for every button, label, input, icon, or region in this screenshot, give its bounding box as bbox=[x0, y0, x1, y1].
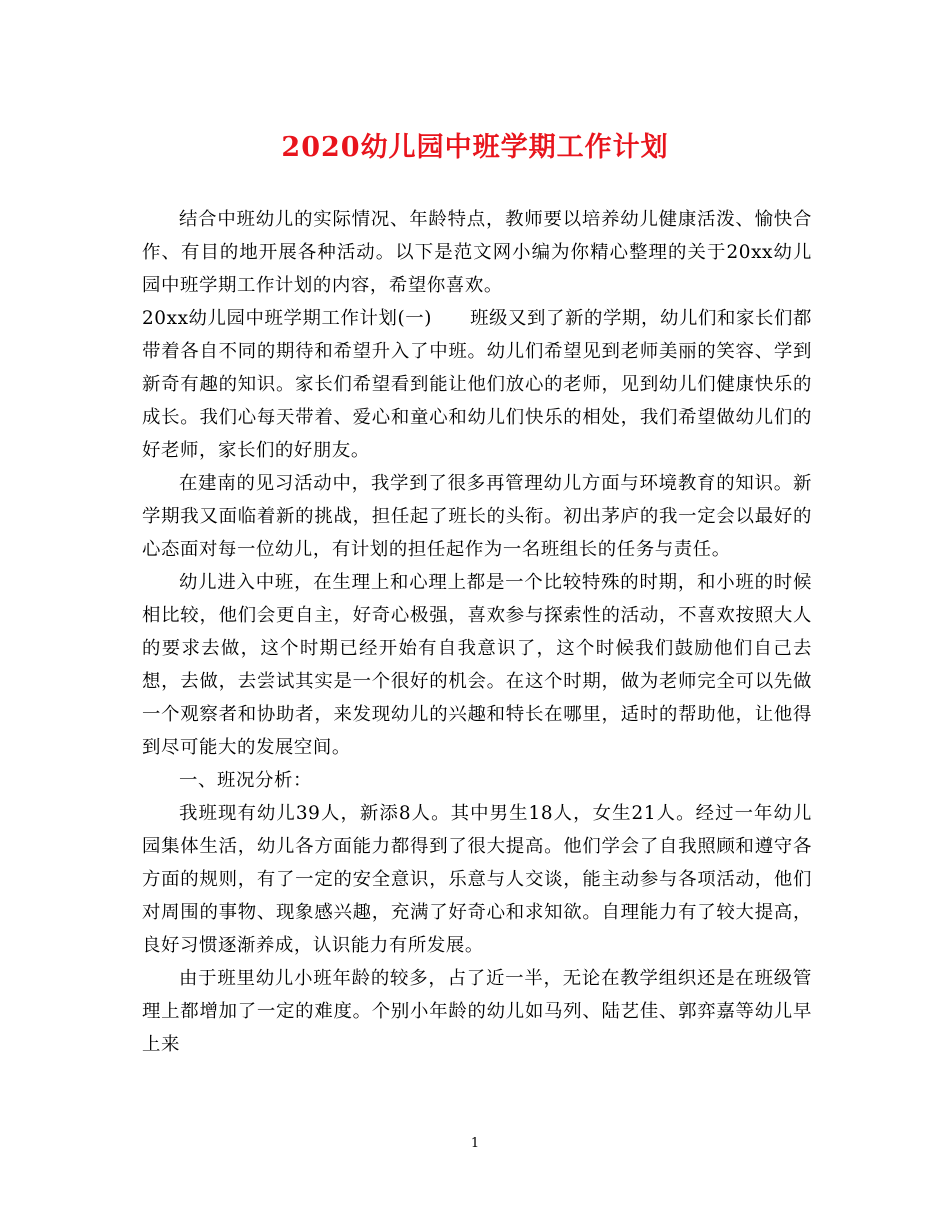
paragraph-class-stats: 我班现有幼儿39人，新添8人。其中男生18人，女生21人。经过一年幼儿园集体生活，幼儿各方面能力都得到了很大提高。他们学会了自我照顾和遵守各方面的规则，有了一定的安全意识，乐意与人交谈，能主动参与各项活动，他们对周围的事物、现象感兴趣，充满了好奇心和求知欲。自理能力有了较大提高，良好习惯逐渐养成，认识能力有所发展。 bbox=[142, 803, 812, 956]
paragraph-intro: 结合中班幼儿的实际情况、年龄特点，教师要以培养幼儿健康活泼、愉快合作、有目的地开展各种活动。以下是范文网小编为你精心整理的关于20xx幼儿园中班学期工作计划的内容，希望你喜欢。 bbox=[142, 209, 812, 296]
document-title: 2020幼儿园中班学期工作计划 bbox=[281, 132, 669, 163]
section-heading-class-analysis: 一、班况分析： bbox=[179, 770, 312, 791]
paragraph-plan-one: 20xx幼儿园中班学期工作计划(一) 班级又到了新的学期，幼儿们和家长们都带着各自不同的期待和希望升入了中班。幼儿们希望见到老师美丽的笑容、学到新奇有趣的知识。家长们希望看到能让他们放心的老师，见到幼儿们健康快乐的成长。我们心每天带着、爱心和童心和幼儿们快乐的相处，我们希望做幼儿们的好老师，家长们的好朋友。 bbox=[142, 308, 812, 461]
page-number: 1 bbox=[470, 1136, 480, 1151]
paragraph-age-difficulty: 由于班里幼儿小班年龄的较多，占了近一半，无论在教学组织还是在班级管理上都增加了一定的难度。个别小年龄的幼儿如马列、陆艺佳、郭弈嘉等幼儿早上来 bbox=[142, 968, 812, 1055]
paragraph-internship: 在建南的见习活动中，我学到了很多再管理幼儿方面与环境教育的知识。新学期我又面临着新的挑战，担任起了班长的头衔。初出茅庐的我一定会以最好的心态面对每一位幼儿，有计划的担任起作为一名班组长的任务与责任。 bbox=[142, 473, 812, 560]
paragraph-middle-class: 幼儿进入中班，在生理上和心理上都是一个比较特殊的时期，和小班的时候相比较，他们会更自主，好奇心极强，喜欢参与探索性的活动，不喜欢按照大人的要求去做，这个时期已经开始有自我意识了，这个时候我们鼓励他们自己去想，去做，去尝试其实是一个很好的机会。在这个时期，做为老师完全可以先做一个观察者和协助者，来发现幼儿的兴趣和特长在哪里，适时的帮助他，让他得到尽可能大的发展空间。 bbox=[142, 572, 812, 758]
document-body bbox=[142, 203, 812, 1061]
